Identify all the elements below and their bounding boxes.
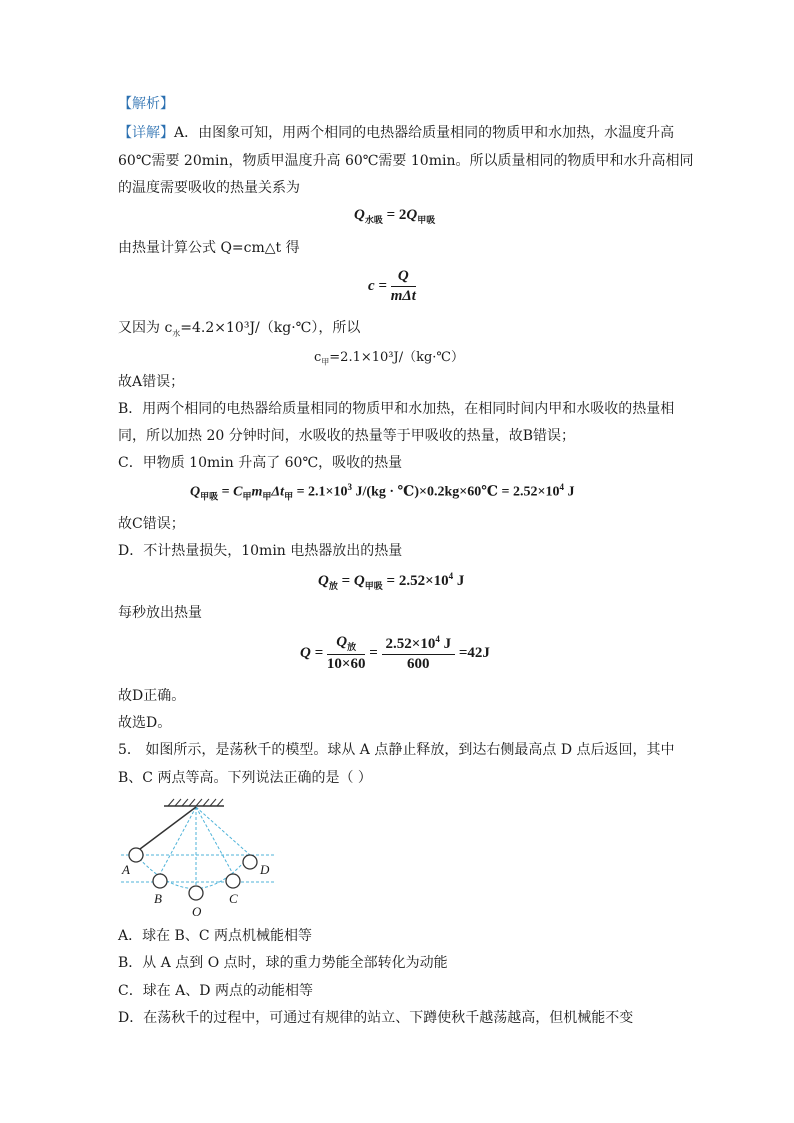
detail-tag: 【详解】 [118, 125, 174, 141]
ball-c [226, 874, 240, 888]
paragraph-line: 故D正确。 [118, 688, 186, 704]
result-c-jia: $c_甲=2.1\times 10^3J/(kg\cdot℃)$ [314, 350, 464, 367]
paragraph-line: 同，所以加热 20 分钟时间，水吸收的热量等于甲吸收的热量，故B错误； [118, 428, 576, 444]
paragraph-line: 每秒放出热量 [118, 605, 202, 621]
formula-specific-heat: c = $\frac{Q}{\text{mΔt}}$ [368, 268, 416, 304]
label-d: D [260, 862, 270, 877]
option-a: A．球在 B、C 两点机械能相等 [118, 928, 313, 944]
option-c: C．球在 A、D 两点的动能相等 [118, 983, 313, 999]
label-b: B [154, 891, 162, 906]
paragraph-line: 60℃需要 20min，物质甲温度升高 60℃需要 10min。所以质量相同的物质甲和水升高相同 [118, 153, 694, 169]
formula-heat-relation: $Q_{水吸} = 2Q_{甲吸}$ [354, 207, 436, 225]
label-o: O [192, 904, 202, 919]
paragraph-line: 的温度需要吸收的热量关系为 [118, 180, 300, 196]
paragraph-line: 故选D。 [118, 715, 172, 731]
ball-b [153, 874, 167, 888]
option-d: D．在荡秋千的过程中，可通过有规律的站立、下蹲使秋千越荡越高，但机械能不变 [118, 1010, 634, 1026]
question-5-line: 5． 如图所示，是荡秋千的模型。球从 A 点静止释放，到达右侧最高点 D 点后返回，其中 [118, 742, 675, 758]
paragraph-line [118, 123, 674, 143]
paragraph-line: 故C错误； [118, 516, 185, 532]
paragraph-line: C．甲物质 10min 升高了 60℃，吸收的热量 [118, 455, 403, 471]
paragraph-line: 故A错误； [118, 374, 185, 390]
formula-heat-per-second: Q = $\frac{Q_放}{10\times 60}$ = $\frac{2.52\times 10^4 J}{600}$ =42J [300, 634, 490, 672]
analysis-tag: 【解析】 [118, 96, 174, 112]
option-b: B．从 A 点到 O 点时，球的重力势能全部转化为动能 [118, 955, 448, 971]
paragraph-line: B．用两个相同的电热器给质量相同的物质甲和水加热，在相同时间内甲和水吸收的热量相 [118, 401, 675, 417]
text: A．由图象可知，用两个相同的电热器给质量相同的物质甲和水加热，水温度升高 [174, 125, 675, 141]
formula-heat-released: $Q_放 = Q_{甲吸} = 2.52\times 10^4$ J [318, 571, 465, 591]
ball-o [189, 886, 203, 900]
paragraph-line: D．不计热量损失，10min 电热器放出的热量 [118, 543, 403, 559]
ball-a [129, 848, 143, 862]
paragraph-line: 又因为 $c_水=4.2\times 10^3J/(kg\cdot℃)$，所以 [118, 320, 361, 338]
ceiling-hatching [168, 799, 223, 806]
label-c: C [229, 891, 238, 906]
question-5-line: B、C 两点等高。下列说法正确的是（ ） [118, 770, 372, 786]
formula-heat-absorbed: $Q_{甲吸} = C_甲m_甲\Delta t_甲 = 2.1\times 10^3$ J/(kg · ℃)×0.2kg×60℃ = $2.52\times 10^4$ J [190, 482, 575, 502]
paragraph-line: 由热量计算公式 Q=cm△t 得 [118, 240, 300, 256]
rope-positions [121, 807, 276, 889]
ball-d [243, 855, 257, 869]
label-a: A [122, 862, 130, 877]
rope-solid [136, 807, 196, 852]
swing-diagram [116, 792, 286, 922]
